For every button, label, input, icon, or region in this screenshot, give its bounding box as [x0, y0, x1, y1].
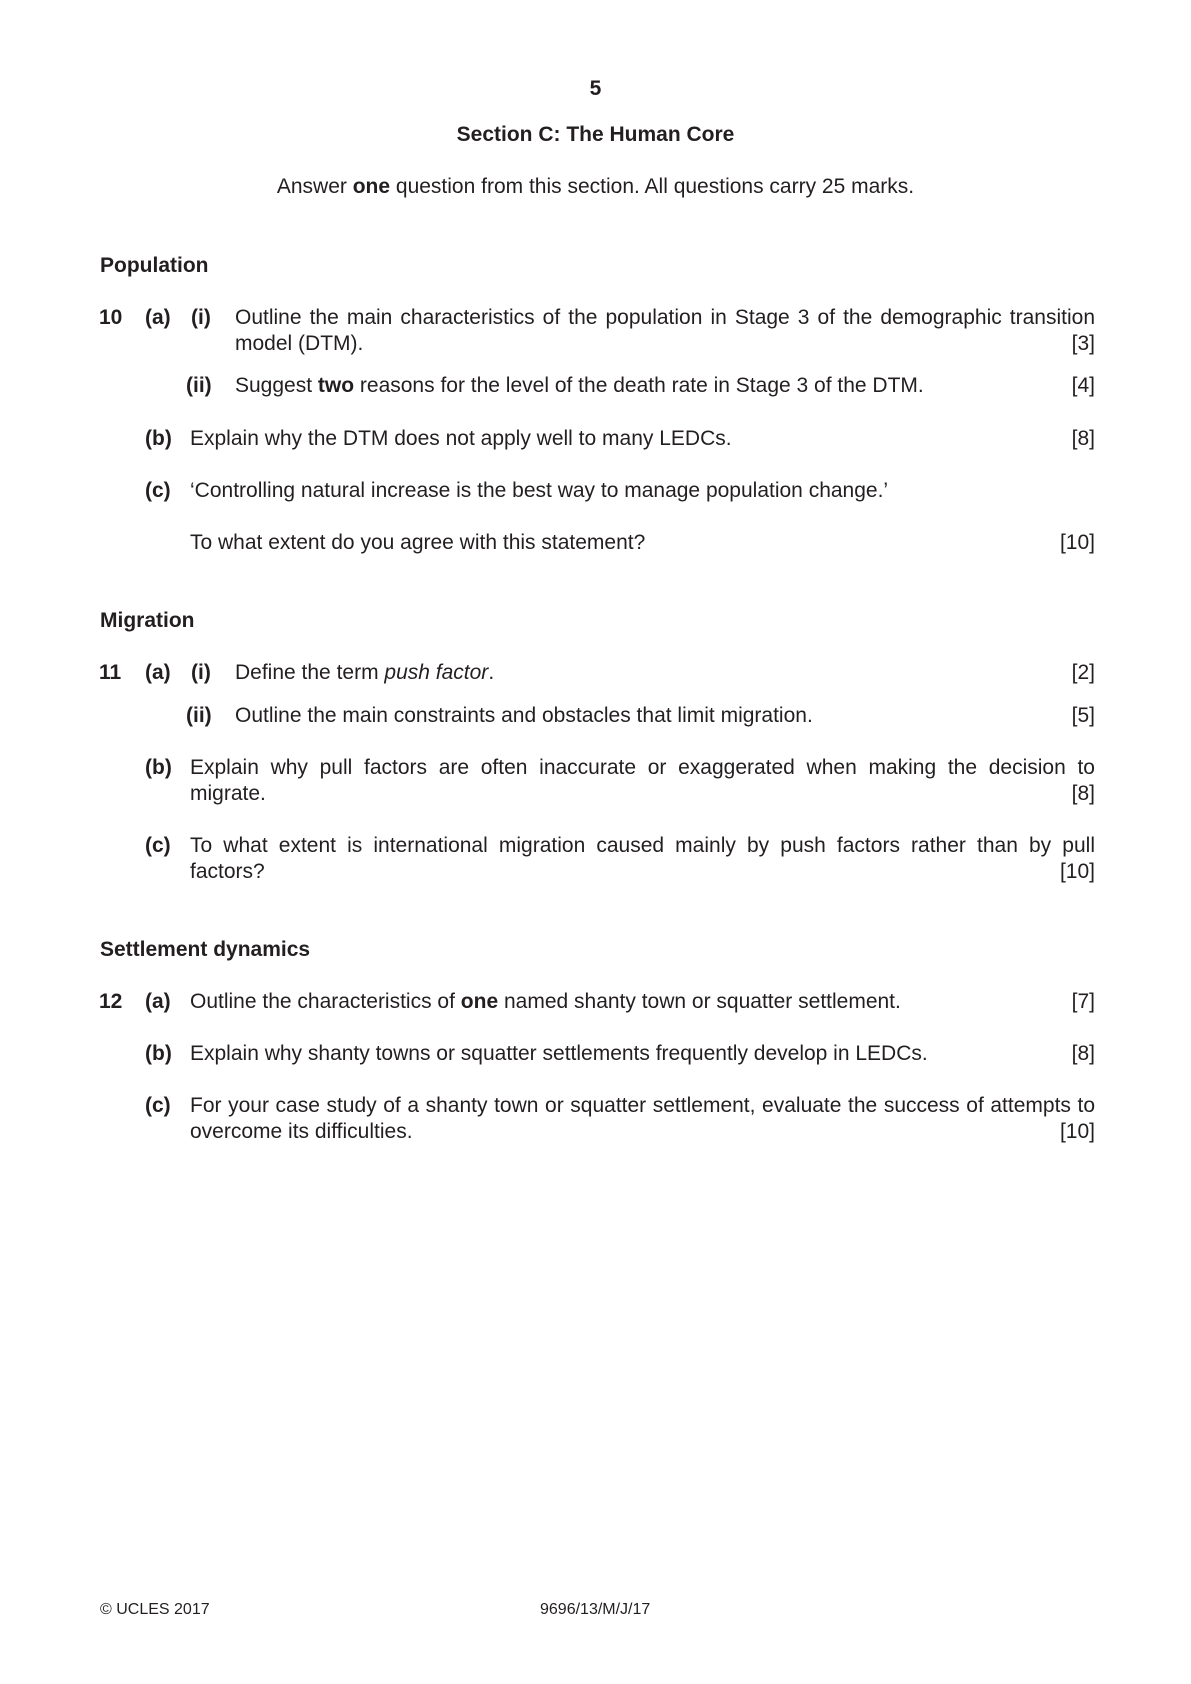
question-number-11: 11 [99, 661, 122, 684]
q11-a-ii-mark: [5] [1071, 704, 1095, 727]
q10-c-mark: [10] [1059, 531, 1095, 554]
footer-copyright: © UCLES 2017 [100, 1601, 210, 1618]
q10-a-ii-mark: [4] [1071, 374, 1095, 397]
q11-c-mark: [10] [1059, 860, 1095, 883]
q10-part-a-label: (a) [145, 306, 171, 329]
question-number-12: 12 [99, 990, 123, 1013]
q11-a-ii-label: (ii) [186, 704, 212, 727]
q12-b-mark: [8] [1071, 1042, 1095, 1065]
page-number: 5 [589, 77, 602, 100]
q12-c-mark: [10] [1059, 1120, 1095, 1143]
q10-b-text: Explain why the DTM does not apply well to many LEDCs. [190, 427, 732, 450]
q10-a-i-text: Outline the main characteristics of the population in Stage 3 of the demographic transition model (DTM). [235, 306, 1095, 355]
q10-part-b-label: (b) [145, 427, 172, 450]
q12-part-c-label: (c) [145, 1094, 171, 1117]
q11-a-i-mark: [2] [1071, 661, 1095, 684]
heading-population: Population [100, 254, 209, 277]
q12-part-b-label: (b) [145, 1042, 172, 1065]
q11-part-a-label: (a) [145, 661, 171, 684]
q11-part-b-label: (b) [145, 756, 172, 779]
q11-part-c-label: (c) [145, 834, 171, 857]
q10-part-c-label: (c) [145, 479, 171, 502]
q12-a-text: Outline the characteristics of one named shanty town or squatter settlement. [190, 990, 901, 1013]
heading-settlement-dynamics: Settlement dynamics [100, 938, 311, 961]
q11-b-mark: [8] [1071, 782, 1095, 805]
heading-migration: Migration [100, 609, 195, 632]
section-instruction: Answer one question from this section. All questions carry 25 marks. [276, 175, 915, 198]
q10-b-mark: [8] [1071, 427, 1095, 450]
q10-a-ii-text: Suggest two reasons for the level of the death rate in Stage 3 of the DTM. [235, 374, 924, 397]
q10-c-text: To what extent do you agree with this statement? [190, 531, 646, 554]
q10-c-quote: ‘Controlling natural increase is the best way to manage population change.’ [190, 479, 889, 502]
section-title: Section C: The Human Core [456, 123, 735, 146]
q12-b-text: Explain why shanty towns or squatter settlements frequently develop in LEDCs. [190, 1042, 928, 1065]
q11-c-text: To what extent is international migration caused mainly by push factors rather than by pull factors? [190, 834, 1095, 883]
q11-a-ii-text: Outline the main constraints and obstacles that limit migration. [235, 704, 813, 727]
q12-part-a-label: (a) [145, 990, 171, 1013]
q10-a-ii-label: (ii) [186, 374, 212, 397]
q11-a-i-label: (i) [191, 661, 211, 684]
question-number-10: 10 [99, 306, 123, 329]
footer-paper-code: 9696/13/M/J/17 [540, 1601, 651, 1618]
q12-c-text: For your case study of a shanty town or squatter settlement, evaluate the success of attempts to overcome its difficulties. [190, 1094, 1095, 1143]
q10-a-i-label: (i) [191, 306, 211, 329]
q11-a-i-text: Define the term push factor. [235, 661, 495, 684]
q10-a-i-mark: [3] [1071, 332, 1095, 355]
q11-b-text: Explain why pull factors are often inaccurate or exaggerated when making the decision to migrate. [190, 756, 1095, 805]
q12-a-mark: [7] [1071, 990, 1095, 1013]
